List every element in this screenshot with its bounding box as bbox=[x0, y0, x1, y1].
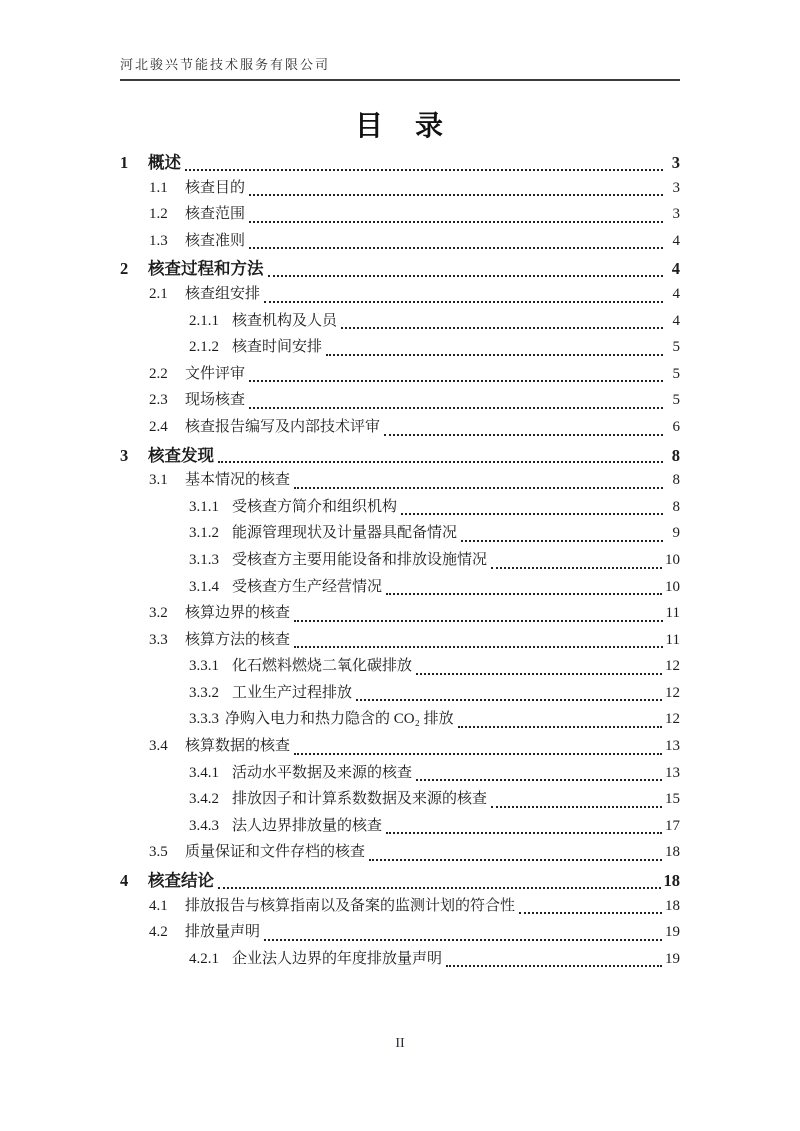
toc-entry-number: 3.1.3 bbox=[189, 551, 219, 568]
toc-entry-title: 化石燃料燃烧二氧化碳排放 bbox=[232, 658, 413, 675]
toc-entry-page: 8 bbox=[672, 472, 680, 489]
toc-entry-title: 现场核查 bbox=[185, 392, 246, 409]
toc-entry bbox=[149, 415, 680, 442]
toc-entry-number: 3.5 bbox=[149, 844, 168, 861]
toc-dot-leader bbox=[294, 645, 663, 648]
toc-entry-number: 3.3.2 bbox=[189, 684, 219, 701]
toc-entry-page: 13 bbox=[665, 764, 680, 781]
toc-entry bbox=[189, 335, 680, 362]
toc-entry-page: 10 bbox=[665, 578, 680, 595]
toc-entry-title: 受核查方生产经营情况 bbox=[232, 578, 383, 595]
toc-entry-page: 18 bbox=[665, 897, 680, 914]
toc-dot-leader bbox=[294, 619, 663, 622]
toc-entry-title: 核查范围 bbox=[185, 206, 246, 223]
toc-entry bbox=[189, 814, 680, 841]
toc-dot-leader bbox=[446, 964, 662, 967]
toc-entry-number: 2.1.1 bbox=[189, 312, 219, 329]
table-of-contents bbox=[120, 149, 680, 973]
toc-entry-title: 概述 bbox=[148, 153, 181, 172]
toc-entry bbox=[189, 495, 680, 522]
toc-entry-number: 1.3 bbox=[149, 232, 168, 249]
toc-entry-title: 企业法人边界的年度排放量声明 bbox=[232, 950, 443, 967]
toc-entry-number: 1.1 bbox=[149, 179, 168, 196]
toc-dot-leader bbox=[268, 274, 664, 277]
toc-entry-number: 3.1.4 bbox=[189, 578, 219, 595]
toc-entry bbox=[189, 654, 680, 681]
toc-entry bbox=[149, 362, 680, 389]
toc-entry bbox=[149, 920, 680, 947]
toc-entry-page: 4 bbox=[672, 232, 680, 249]
toc-entry-page: 8 bbox=[672, 498, 680, 515]
toc-entry-number: 2.1.2 bbox=[189, 339, 219, 356]
toc-entry-title: 核查过程和方法 bbox=[148, 259, 264, 279]
toc-dot-leader bbox=[294, 486, 663, 489]
toc-entry-number: 2.3 bbox=[149, 392, 168, 409]
toc-entry bbox=[149, 840, 680, 867]
toc-entry bbox=[189, 548, 680, 575]
toc-entry-page: 4 bbox=[671, 259, 680, 279]
toc-entry bbox=[120, 149, 680, 176]
toc-entry-page: 5 bbox=[672, 365, 680, 382]
toc-entry bbox=[149, 202, 680, 229]
toc-entry-page: 3 bbox=[672, 179, 680, 196]
toc-entry bbox=[189, 761, 680, 788]
toc-entry-title: 核查发现 bbox=[148, 445, 214, 465]
toc-entry-number: 4.2.1 bbox=[189, 950, 219, 967]
toc-entry-page: 18 bbox=[663, 871, 680, 891]
toc-entry-title: 能源管理现状及计量器具配备情况 bbox=[232, 525, 458, 542]
toc-dot-leader bbox=[294, 752, 662, 755]
toc-entry bbox=[149, 628, 680, 655]
toc-entry bbox=[189, 787, 680, 814]
toc-entry-title: 质量保证和文件存档的核查 bbox=[185, 844, 366, 861]
toc-entry-title: 核算边界的核查 bbox=[185, 605, 291, 622]
toc-entry-page: 19 bbox=[665, 924, 680, 941]
toc-entry bbox=[189, 947, 680, 974]
toc-entry-number: 3.1 bbox=[149, 472, 168, 489]
toc-entry-page: 8 bbox=[671, 445, 680, 465]
toc-entry-number: 2.2 bbox=[149, 365, 168, 382]
toc-entry-page: 12 bbox=[665, 684, 680, 701]
toc-dot-leader bbox=[264, 300, 663, 303]
toc-dot-leader bbox=[341, 326, 663, 329]
toc-dot-leader bbox=[491, 805, 662, 808]
toc-dot-leader bbox=[401, 512, 663, 515]
toc-entry-page: 11 bbox=[665, 605, 680, 622]
toc-entry-number: 3.1.2 bbox=[189, 525, 219, 542]
toc-entry-number: 4.1 bbox=[149, 897, 168, 914]
toc-dot-leader bbox=[326, 353, 663, 356]
toc-entry-number: 4.2 bbox=[149, 924, 168, 941]
toc-entry bbox=[149, 734, 680, 761]
toc-dot-leader bbox=[185, 168, 663, 171]
toc-entry-number: 3.3.3 bbox=[189, 711, 219, 728]
toc-entry-title: 核查组安排 bbox=[185, 285, 261, 302]
toc-entry-title: 排放量声明 bbox=[185, 924, 261, 941]
toc-entry bbox=[189, 575, 680, 602]
toc-entry-page: 17 bbox=[665, 817, 680, 834]
toc-entry-page: 3 bbox=[671, 153, 680, 172]
toc-dot-leader bbox=[218, 886, 661, 889]
toc-entry bbox=[120, 255, 680, 282]
toc-entry-page: 15 bbox=[665, 791, 680, 808]
toc-entry-number: 4 bbox=[120, 871, 129, 891]
toc-dot-leader bbox=[416, 672, 662, 675]
toc-dot-leader bbox=[249, 246, 663, 249]
toc-dot-leader bbox=[458, 725, 662, 728]
toc-entry-title: 核查准则 bbox=[185, 232, 246, 249]
toc-entry-title: 净购入电力和热力隐含的 CO₂ 排放 bbox=[225, 711, 454, 728]
toc-entry-number: 3.1.1 bbox=[189, 498, 219, 515]
toc-dot-leader bbox=[369, 858, 662, 861]
toc-dot-leader bbox=[384, 433, 663, 436]
toc-entry bbox=[149, 229, 680, 256]
toc-entry-number: 3.4.3 bbox=[189, 817, 219, 834]
company-name: 河北骏兴节能技术服务有限公司 bbox=[120, 57, 331, 72]
toc-entry-title: 核查机构及人员 bbox=[232, 312, 338, 329]
toc-entry-page: 10 bbox=[665, 551, 680, 568]
toc-entry-page: 6 bbox=[672, 418, 680, 435]
toc-entry bbox=[120, 442, 680, 469]
toc-dot-leader bbox=[249, 379, 663, 382]
toc-entry-title: 核查目的 bbox=[185, 179, 246, 196]
toc-entry-number: 3.4.2 bbox=[189, 791, 219, 808]
toc-entry-title: 核查报告编写及内部技术评审 bbox=[185, 418, 381, 435]
toc-entry bbox=[149, 388, 680, 415]
toc-entry-number: 3 bbox=[120, 445, 129, 465]
toc-entry-page: 12 bbox=[665, 711, 680, 728]
toc-entry-page: 5 bbox=[672, 339, 680, 356]
toc-entry-page: 18 bbox=[665, 844, 680, 861]
toc-entry bbox=[189, 309, 680, 336]
toc-entry-number: 2 bbox=[120, 259, 129, 279]
toc-entry-number: 2.1 bbox=[149, 285, 168, 302]
toc-entry-title: 受核查方主要用能设备和排放设施情况 bbox=[232, 551, 488, 568]
toc-entry-number: 3.3.1 bbox=[189, 658, 219, 675]
toc-entry-title: 活动水平数据及来源的核查 bbox=[232, 764, 413, 781]
toc-entry-page: 9 bbox=[672, 525, 680, 542]
toc-dot-leader bbox=[249, 406, 663, 409]
toc-entry bbox=[149, 601, 680, 628]
toc-entry bbox=[120, 867, 680, 894]
toc-entry-title: 工业生产过程排放 bbox=[232, 684, 353, 701]
toc-entry-title: 排放报告与核算指南以及备案的监测计划的符合性 bbox=[185, 897, 516, 914]
toc-dot-leader bbox=[386, 831, 662, 834]
toc-entry-title: 基本情况的核查 bbox=[185, 472, 291, 489]
toc-entry-number: 3.2 bbox=[149, 605, 168, 622]
toc-entry bbox=[189, 707, 680, 734]
toc-entry bbox=[149, 282, 680, 309]
footer-page-number: II bbox=[395, 1036, 405, 1051]
toc-dot-leader bbox=[249, 220, 663, 223]
toc-entry-page: 3 bbox=[672, 206, 680, 223]
toc-entry-number: 3.4 bbox=[149, 738, 168, 755]
toc-entry bbox=[189, 681, 680, 708]
toc-dot-leader bbox=[264, 938, 662, 941]
toc-entry-title: 法人边界排放量的核查 bbox=[232, 817, 383, 834]
page-title: 目 录 bbox=[354, 111, 445, 142]
toc-dot-leader bbox=[356, 698, 662, 701]
toc-entry-page: 4 bbox=[672, 312, 680, 329]
toc-entry bbox=[149, 176, 680, 203]
toc-entry-page: 19 bbox=[665, 950, 680, 967]
toc-dot-leader bbox=[519, 911, 662, 914]
toc-dot-leader bbox=[386, 592, 662, 595]
toc-dot-leader bbox=[491, 566, 662, 569]
toc-dot-leader bbox=[249, 193, 663, 196]
toc-entry bbox=[149, 468, 680, 495]
page-header bbox=[120, 54, 680, 81]
toc-entry-title: 核查时间安排 bbox=[232, 339, 323, 356]
toc-entry-title: 文件评审 bbox=[185, 365, 246, 382]
toc-entry-page: 12 bbox=[665, 658, 680, 675]
toc-entry-number: 3.3 bbox=[149, 631, 168, 648]
toc-entry-number: 3.4.1 bbox=[189, 764, 219, 781]
toc-entry-title: 受核查方简介和组织机构 bbox=[232, 498, 398, 515]
toc-entry-title: 核算方法的核查 bbox=[185, 631, 291, 648]
toc-entry-title: 核查结论 bbox=[148, 871, 214, 891]
toc-entry-number: 1 bbox=[120, 153, 129, 172]
toc-entry-page: 4 bbox=[672, 285, 680, 302]
toc-dot-leader bbox=[461, 539, 663, 542]
toc-dot-leader bbox=[218, 460, 663, 463]
toc-entry bbox=[189, 521, 680, 548]
toc-entry-number: 2.4 bbox=[149, 418, 168, 435]
toc-entry-number: 1.2 bbox=[149, 206, 168, 223]
toc-entry-page: 13 bbox=[665, 738, 680, 755]
toc-dot-leader bbox=[416, 778, 662, 781]
toc-entry-page: 5 bbox=[672, 392, 680, 409]
toc-entry-title: 排放因子和计算系数数据及来源的核查 bbox=[232, 791, 488, 808]
toc-entry bbox=[149, 894, 680, 921]
toc-entry-page: 11 bbox=[665, 631, 680, 648]
toc-entry-title: 核算数据的核查 bbox=[185, 738, 291, 755]
